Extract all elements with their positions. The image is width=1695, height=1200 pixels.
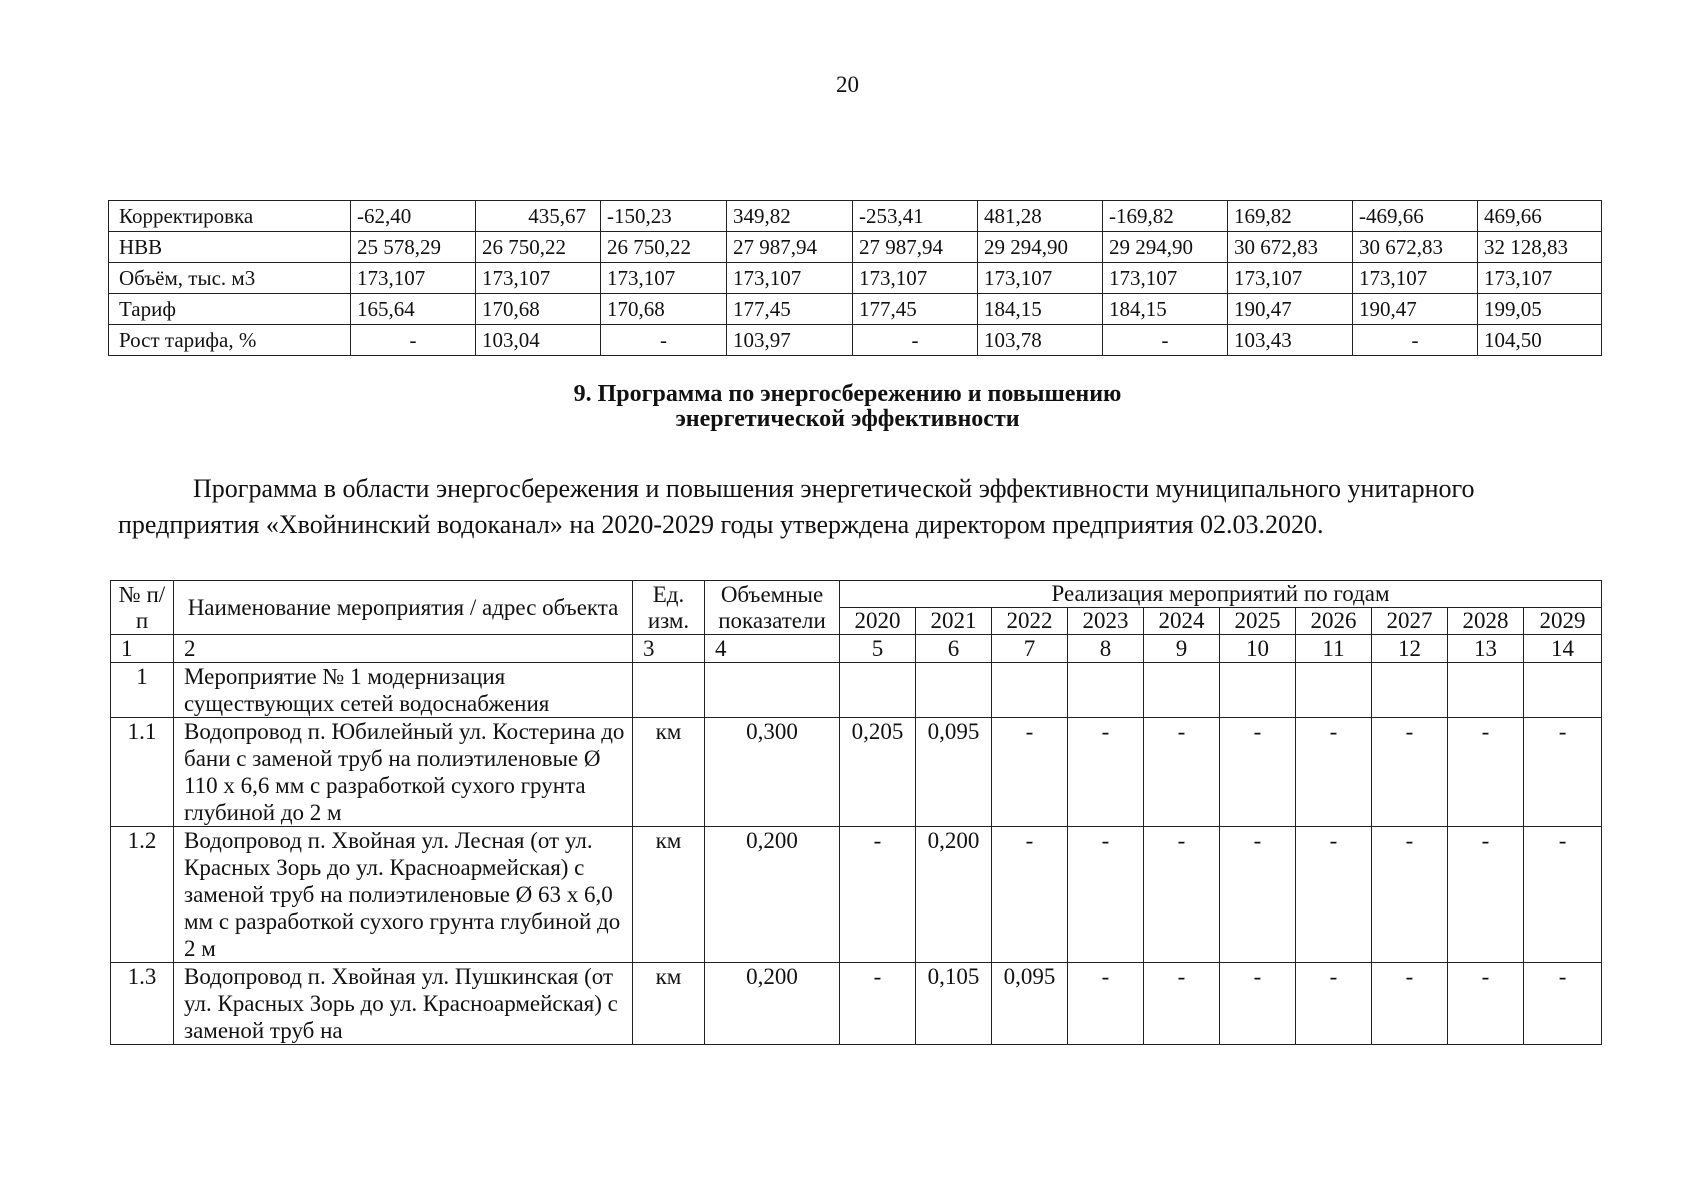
column-number-row — [111, 635, 1602, 663]
column-number: 3 — [633, 635, 705, 663]
row-year-value: - — [1372, 827, 1448, 963]
column-number: 9 — [1144, 635, 1220, 663]
tariff-cell: 27 987,94 — [853, 232, 978, 263]
header-year: 2023 — [1068, 608, 1144, 635]
column-number: 10 — [1220, 635, 1296, 663]
tariff-row-label: НВВ — [109, 232, 351, 263]
tariff-row — [109, 294, 1602, 325]
tariff-cell: 481,28 — [978, 201, 1103, 232]
tariff-cell: -150,23 — [601, 201, 727, 232]
tariff-cell: 169,82 — [1228, 201, 1353, 232]
row-year-value: - — [1220, 718, 1296, 827]
row-year-value: - — [1220, 963, 1296, 1045]
row-volume — [705, 663, 840, 718]
tariff-cell: 26 750,22 — [476, 232, 601, 263]
table-row — [111, 718, 1602, 827]
table-row — [111, 963, 1602, 1045]
row-number: 1.1 — [111, 718, 174, 827]
intro-paragraph — [118, 471, 1603, 543]
row-unit: км — [633, 827, 705, 963]
row-year-value: - — [1372, 718, 1448, 827]
row-year-value: 0,095 — [916, 718, 992, 827]
tariff-cell: 173,107 — [601, 263, 727, 294]
table-row — [111, 827, 1602, 963]
tariff-row — [109, 232, 1602, 263]
tariff-cell: 190,47 — [1353, 294, 1478, 325]
tariff-cell: 30 672,83 — [1353, 232, 1478, 263]
row-year-value: 0,105 — [916, 963, 992, 1045]
tariff-cell: 349,82 — [727, 201, 853, 232]
column-number: 5 — [840, 635, 916, 663]
tariff-cell: 103,97 — [727, 325, 853, 356]
row-year-value: - — [1144, 963, 1220, 1045]
row-year-value — [1524, 663, 1602, 718]
tariff-cell: 469,66 — [1478, 201, 1602, 232]
row-year-value: - — [1448, 963, 1524, 1045]
row-volume: 0,200 — [705, 827, 840, 963]
row-year-value: 0,205 — [840, 718, 916, 827]
tariff-cell: 177,45 — [727, 294, 853, 325]
row-year-value: - — [1296, 963, 1372, 1045]
tariff-cell: 29 294,90 — [1103, 232, 1228, 263]
page-number: 20 — [836, 72, 859, 97]
row-volume: 0,200 — [705, 963, 840, 1045]
row-year-value: - — [840, 827, 916, 963]
column-number: 14 — [1524, 635, 1602, 663]
column-number: 7 — [992, 635, 1068, 663]
tariff-cell: 173,107 — [853, 263, 978, 294]
tariff-cell: 104,50 — [1478, 325, 1602, 356]
row-year-value — [1372, 663, 1448, 718]
tariff-cell: 173,107 — [351, 263, 476, 294]
tariff-cell: 184,15 — [1103, 294, 1228, 325]
section-title-line2: энергетической эффективности — [675, 406, 1020, 432]
row-year-value: - — [1068, 827, 1144, 963]
tariff-row — [109, 263, 1602, 294]
row-year-value: - — [992, 718, 1068, 827]
tariff-cell: 173,107 — [476, 263, 601, 294]
tariff-cell: - — [1353, 325, 1478, 356]
column-number: 11 — [1296, 635, 1372, 663]
tariff-cell: 29 294,90 — [978, 232, 1103, 263]
tariff-cell: 173,107 — [1103, 263, 1228, 294]
tariff-cell: - — [601, 325, 727, 356]
row-year-value: - — [1144, 827, 1220, 963]
tariff-cell: 32 128,83 — [1478, 232, 1602, 263]
row-year-value — [992, 663, 1068, 718]
column-number: 12 — [1372, 635, 1448, 663]
tariff-row-label: Тариф — [109, 294, 351, 325]
row-number: 1.2 — [111, 827, 174, 963]
tariff-cell: 170,68 — [601, 294, 727, 325]
row-year-value: 0,095 — [992, 963, 1068, 1045]
row-year-value: - — [1372, 963, 1448, 1045]
tariff-cell: 199,05 — [1478, 294, 1602, 325]
header-year: 2027 — [1372, 608, 1448, 635]
header-year: 2024 — [1144, 608, 1220, 635]
row-year-value — [1296, 663, 1372, 718]
row-year-value: - — [992, 827, 1068, 963]
tariff-cell: 103,04 — [476, 325, 601, 356]
tariff-row-label: Корректировка — [109, 201, 351, 232]
row-name: Водопровод п. Хвойная ул. Пушкинская (от ул. Красных Зорь до ул. Красноармейская) с заменой труб на — [174, 963, 633, 1045]
tariff-cell: 165,64 — [351, 294, 476, 325]
header-unit: Ед. изм. — [633, 581, 705, 635]
row-year-value: - — [1296, 827, 1372, 963]
tariff-cell: - — [1103, 325, 1228, 356]
row-year-value — [916, 663, 992, 718]
row-year-value: - — [1448, 718, 1524, 827]
tariff-cell: -253,41 — [853, 201, 978, 232]
column-number: 6 — [916, 635, 992, 663]
header-year: 2025 — [1220, 608, 1296, 635]
tariff-cell: 173,107 — [1353, 263, 1478, 294]
tariff-cell: 27 987,94 — [727, 232, 853, 263]
tariff-cell: - — [853, 325, 978, 356]
tariff-cell: 26 750,22 — [601, 232, 727, 263]
row-year-value: - — [1524, 963, 1602, 1045]
row-year-value: - — [840, 963, 916, 1045]
row-year-value — [840, 663, 916, 718]
tariff-cell: 25 578,29 — [351, 232, 476, 263]
header-volume: Объемные показатели — [705, 581, 840, 635]
row-volume: 0,300 — [705, 718, 840, 827]
row-name: Водопровод п. Хвойная ул. Лесная (от ул. Красных Зорь до ул. Красноармейская) с заменой труб на полиэтиленовые Ø 63 х 6,0 мм с разработкой сухого грунта глубиной до 2 м — [174, 827, 633, 963]
header-years-group: Реализация мероприятий по годам — [840, 581, 1602, 608]
header-row-1 — [111, 581, 1602, 608]
header-year: 2029 — [1524, 608, 1602, 635]
tariff-cell: -62,40 — [351, 201, 476, 232]
column-number: 1 — [111, 635, 174, 663]
tariff-cell: 170,68 — [476, 294, 601, 325]
column-number: 4 — [705, 635, 840, 663]
tariff-row-label: Объём, тыс. м3 — [109, 263, 351, 294]
row-year-value: - — [1524, 827, 1602, 963]
row-name: Водопровод п. Юбилейный ул. Костерина до бани с заменой труб на полиэтиленовые Ø 110 х 6,6 мм с разработкой сухого грунта глубиной до 2 м — [174, 718, 633, 827]
header-year: 2021 — [916, 608, 992, 635]
row-year-value — [1068, 663, 1144, 718]
header-num: № п/п — [111, 581, 174, 635]
tariff-cell: 103,43 — [1228, 325, 1353, 356]
tariff-cell: 184,15 — [978, 294, 1103, 325]
program-table — [110, 580, 1602, 1045]
column-number: 2 — [174, 635, 633, 663]
intro-paragraph-text: Программа в области энергосбережения и повышения энергетической эффективности муниципального унитарного предприятия «Хвойнинский водоканал» на 2020-2029 годы утверждена директором предприятия 02.03.2020. — [118, 474, 1475, 539]
row-year-value: 0,200 — [916, 827, 992, 963]
row-year-value: - — [1296, 718, 1372, 827]
tariff-row — [109, 325, 1602, 356]
section-heading — [0, 382, 1695, 432]
section-title-line1: 9. Программа по энергосбережению и повышению — [573, 381, 1122, 407]
tariff-row — [109, 201, 1602, 232]
table-row — [111, 663, 1602, 718]
header-year: 2028 — [1448, 608, 1524, 635]
header-year: 2020 — [840, 608, 916, 635]
tariff-cell: 435,67 — [476, 201, 601, 232]
tariff-cell: 30 672,83 — [1228, 232, 1353, 263]
row-year-value: - — [1524, 718, 1602, 827]
row-year-value — [1220, 663, 1296, 718]
row-year-value: - — [1144, 718, 1220, 827]
tariff-cell: 190,47 — [1228, 294, 1353, 325]
tariff-cell: -469,66 — [1353, 201, 1478, 232]
header-name: Наименование мероприятия / адрес объекта — [174, 581, 633, 635]
row-number: 1 — [111, 663, 174, 718]
tariff-table — [108, 200, 1602, 356]
column-number: 13 — [1448, 635, 1524, 663]
tariff-cell: 177,45 — [853, 294, 978, 325]
header-year: 2022 — [992, 608, 1068, 635]
row-year-value: - — [1220, 827, 1296, 963]
tariff-row-label: Рост тарифа, % — [109, 325, 351, 356]
row-year-value: - — [1068, 718, 1144, 827]
tariff-cell: 173,107 — [1228, 263, 1353, 294]
tariff-cell: 103,78 — [978, 325, 1103, 356]
row-year-value: - — [1068, 963, 1144, 1045]
tariff-cell: 173,107 — [978, 263, 1103, 294]
tariff-cell: -169,82 — [1103, 201, 1228, 232]
row-unit: км — [633, 718, 705, 827]
row-year-value — [1144, 663, 1220, 718]
tariff-cell: 173,107 — [1478, 263, 1602, 294]
column-number: 8 — [1068, 635, 1144, 663]
tariff-cell: - — [351, 325, 476, 356]
row-unit: км — [633, 963, 705, 1045]
row-year-value — [1448, 663, 1524, 718]
row-number: 1.3 — [111, 963, 174, 1045]
header-year: 2026 — [1296, 608, 1372, 635]
row-name: Мероприятие № 1 модернизация существующих сетей водоснабжения — [174, 663, 633, 718]
row-year-value: - — [1448, 827, 1524, 963]
row-unit — [633, 663, 705, 718]
tariff-cell: 173,107 — [727, 263, 853, 294]
